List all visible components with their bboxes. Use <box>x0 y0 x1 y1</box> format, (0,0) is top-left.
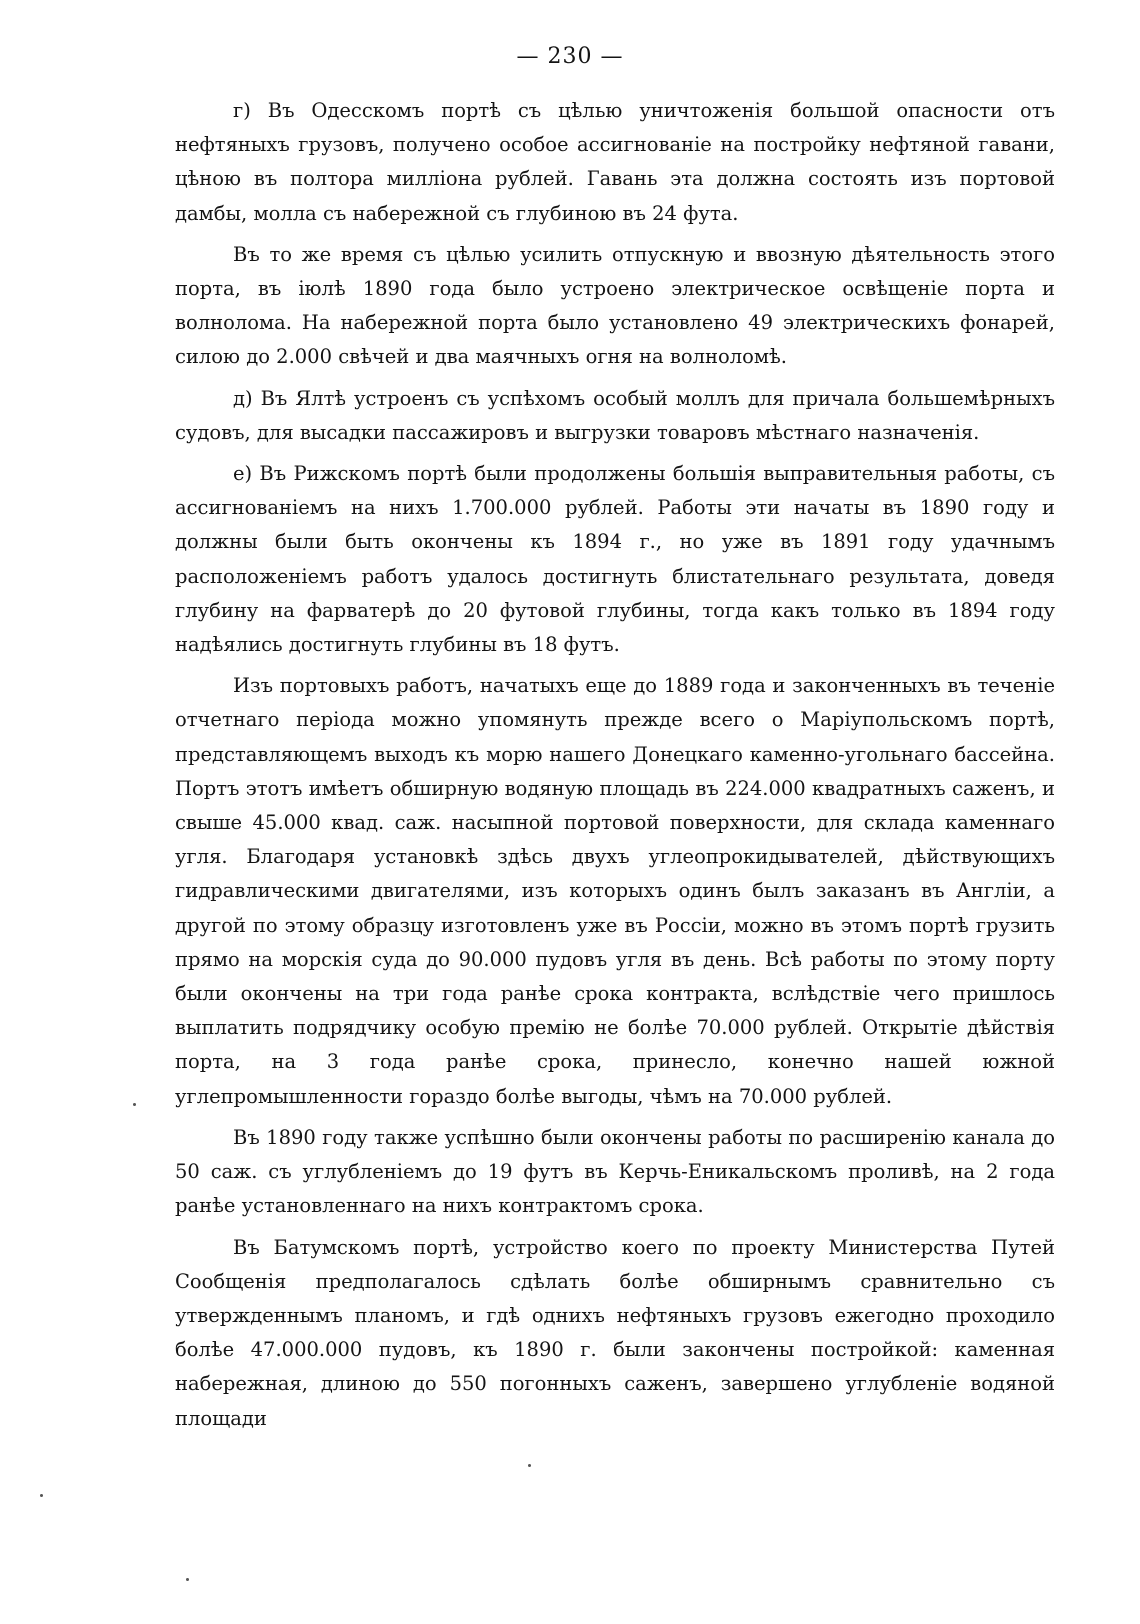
paragraph-odessa: г) Въ Одесскомъ портѣ съ цѣлью уничтоженія большой опасности отъ нефтяныхъ грузовъ, получено особое ассигнованіе на постройку нефтяной гавани, цѣною въ полтора милліона рублей. Гавань эта должна состоять изъ портовой дамбы, молла съ набережной съ глубиною въ 24 фута. <box>175 99 1055 225</box>
paragraph-mariupol: Изъ портовыхъ работъ, начатыхъ еще до 1889 года и законченныхъ въ теченіе отчетнаго періода можно упомянуть прежде всего о Маріупольскомъ портѣ, представляющемъ выходъ къ морю нашего Донецкаго каменно-угольнаго бассейна. Портъ этотъ имѣетъ обширную водяную площадь въ 224.000 квадратныхъ саженъ, и свыше 45.000 квад. саж. насыпной портовой поверхности, для склада каменнаго угля. Благодаря установкѣ здѣсь двухъ углеопрокидывателей, дѣйствующихъ гидравлическими двигателями, изъ которыхъ одинъ былъ заказанъ въ Англіи, а другой по этому образцу изготовленъ уже въ Россіи, можно въ этомъ портѣ грузить прямо на морскія суда до 90.000 пудовъ угля въ день. Всѣ работы по этому порту были окончены на три года ранѣе срока контракта, вслѣдствіе чего пришлось выплатить подрядчику особую премію не болѣе 70.000 рублей. Открытіе дѣйствія порта, на 3 года ранѣе срока, принесло, конечно нашей южной углепромышленности гораздо болѣе выгоды, чѣмъ на 70.000 рублей. <box>175 674 1055 1108</box>
paragraph-odessa-lighting: Въ то же время съ цѣлью усилить отпускную и ввозную дѣятельность этого порта, въ іюлѣ 1890 года было устроено электрическое освѣщеніе порта и волнолома. На набережной порта было установлено 49 электрическихъ фонарей, силою до 2.000 свѣчей и два маячныхъ огня на волноломѣ. <box>175 242 1055 369</box>
text-block <box>175 94 1055 1436</box>
page-number: — 230 — <box>516 44 624 69</box>
scan-speck <box>133 1103 136 1106</box>
scan-speck <box>40 1494 43 1497</box>
paragraph-kerch: Въ 1890 году также успѣшно были окончены работы по расширенію канала до 50 саж. съ углубленіемъ до 19 футъ въ Керчь-Еникальскомъ проливѣ, на 2 года ранѣе установленнаго на нихъ контрактомъ срока. <box>175 1125 1055 1218</box>
scan-speck <box>186 1578 189 1581</box>
paragraph-riga: е) Въ Рижскомъ портѣ были продолжены большія выправительныя работы, съ ассигнованіемъ на нихъ 1.700.000 рублей. Работы эти начаты въ 1890 году и должны были быть окончены къ 1894 г., но уже въ 1891 году удачнымъ расположеніемъ работъ удалось достигнуть блистательнаго результата, доведя глубину на фарватерѣ до 20 футовой глубины, тогда какъ только въ 1894 году надѣялись достигнуть глубины въ 18 футъ. <box>175 462 1055 657</box>
scan-speck <box>528 1464 531 1467</box>
paragraph-yalta: д) Въ Ялтѣ устроенъ съ успѣхомъ особый моллъ для причала большемѣрныхъ судовъ, для высадки пассажировъ и выгрузки товаровъ мѣстнаго назначенія. <box>175 386 1055 444</box>
paragraph-batum: Въ Батумскомъ портѣ, устройство коего по проекту Министерства Путей Сообщенія предполагалось сдѣлать болѣе обширнымъ сравнительно съ утвержденнымъ планомъ, и гдѣ однихъ нефтяныхъ грузовъ ежегодно проходило болѣе 47.000.000 пудовъ, къ 1890 г. были закончены постройкой: каменная набережная, длиною до 550 погонныхъ саженъ, завершено углубленіе водяной площади <box>175 1235 1055 1430</box>
